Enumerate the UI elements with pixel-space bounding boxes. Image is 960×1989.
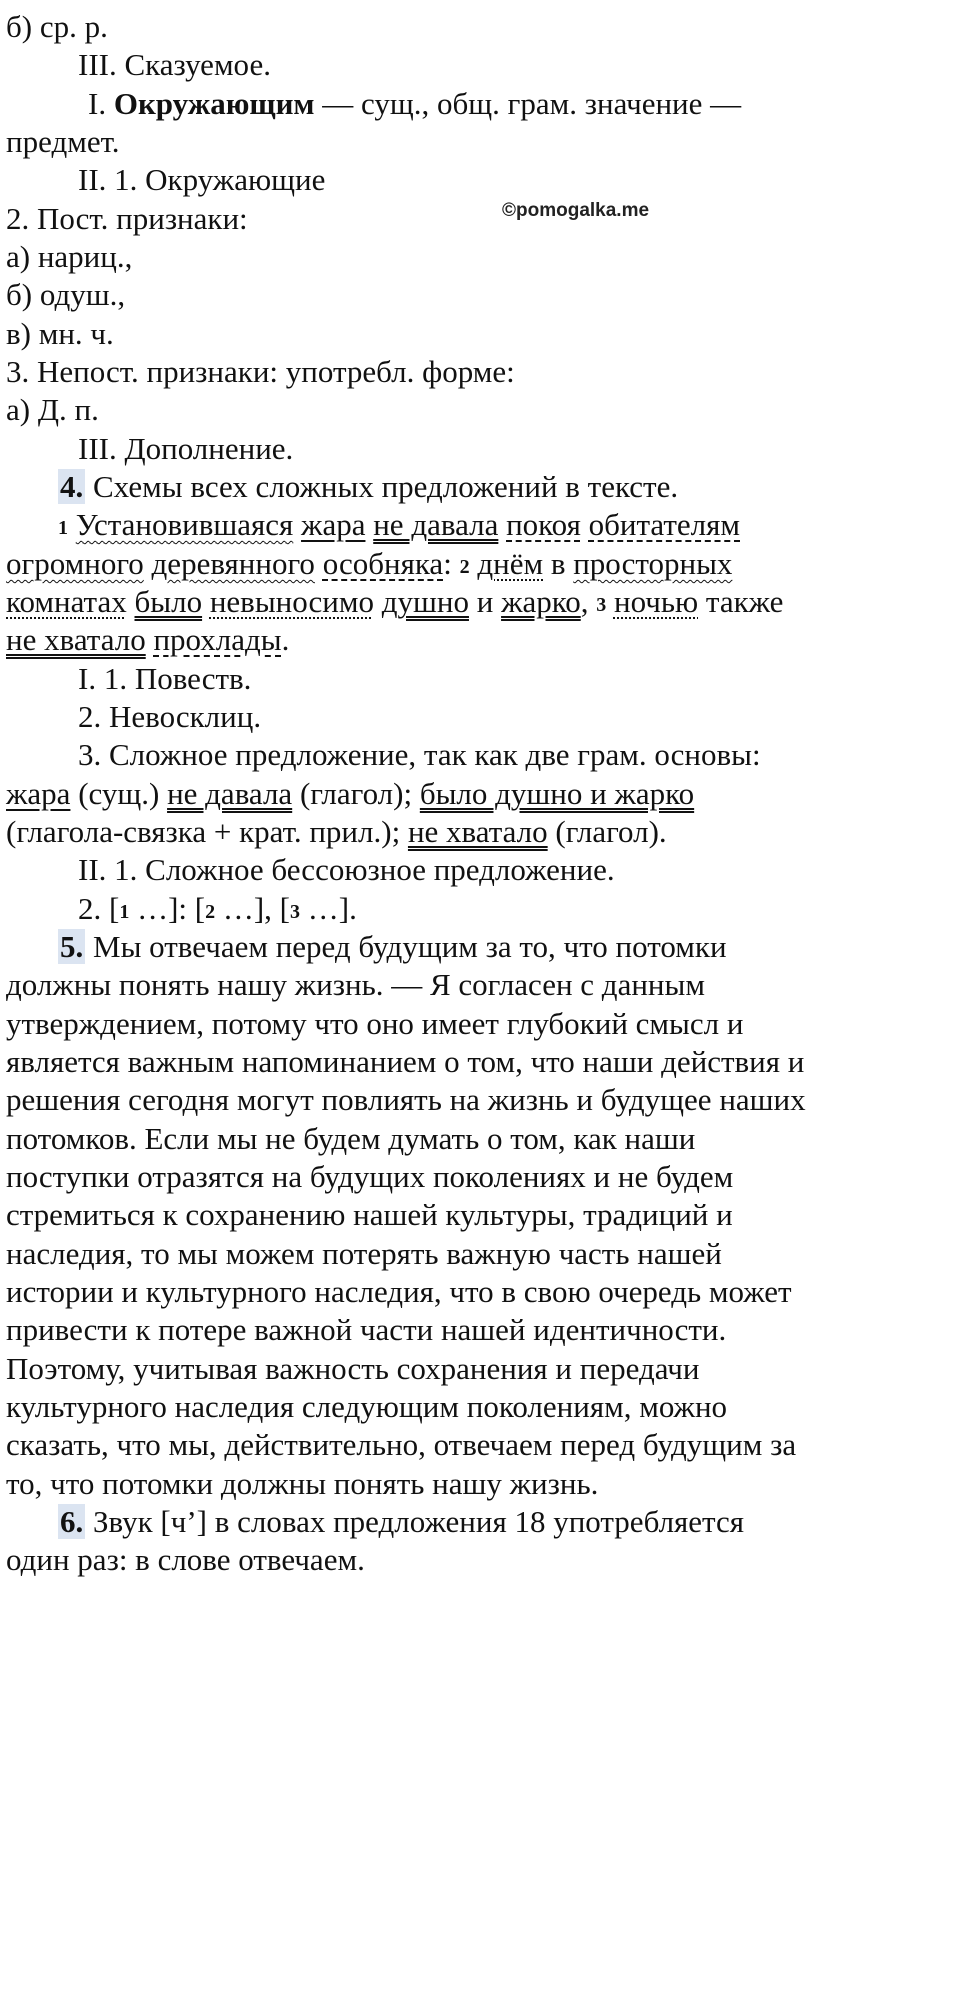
clause-number: 1 bbox=[58, 517, 68, 539]
text-line: один раз: в слове отвечаем. bbox=[6, 1542, 365, 1577]
text-line: II. 1. Окружающие bbox=[78, 162, 326, 197]
text-line: II. 1. Сложное бессоюзное предложение. bbox=[78, 852, 615, 887]
text-line: III. Дополнение. bbox=[78, 431, 294, 466]
word-adverbial: ночью bbox=[613, 584, 699, 619]
clause-number: 3 bbox=[596, 594, 607, 616]
word-object: особняка bbox=[322, 546, 444, 581]
text-line: (глагола-связка + крат. прил.); не хватало (глагол). bbox=[6, 814, 667, 849]
word-predicate: было душно и жарко bbox=[419, 776, 695, 811]
bold-word: Окружающим bbox=[113, 86, 315, 121]
text-line: I. 1. Повеств. bbox=[78, 661, 252, 696]
text-line: 2. Пост. признаки: bbox=[6, 201, 248, 236]
text-line: является важным напоминанием о том, что наши действия и bbox=[6, 1044, 805, 1079]
text-line: 3. Непост. признаки: употребл. форме: bbox=[6, 354, 515, 389]
text-line: истории и культурного наследия, что в свою очередь может bbox=[6, 1274, 792, 1309]
task-number: 4. bbox=[60, 469, 84, 504]
clause-number: 2 bbox=[459, 556, 470, 578]
word-definition: деревянного bbox=[151, 546, 315, 581]
word-adverbial: комнатах bbox=[6, 584, 127, 619]
text-line: культурного наследия следующим поколениям, можно bbox=[6, 1389, 728, 1424]
task-number: 5. bbox=[60, 929, 84, 964]
text-line: б) одуш., bbox=[6, 277, 126, 312]
text-line: б) ср. р. bbox=[6, 9, 108, 44]
text-line: стремиться к сохранению нашей культуры, традиций и bbox=[6, 1197, 733, 1232]
word-object: обитателям bbox=[588, 507, 740, 542]
word-subject: жара bbox=[6, 776, 71, 811]
word-predicate: не давала bbox=[373, 507, 499, 542]
word-adverbial: невыносимо bbox=[209, 584, 374, 619]
sentence-scheme: 2. [1 …]: [2 …], [3 …]. bbox=[78, 891, 357, 926]
word-definition: огромного bbox=[6, 546, 144, 581]
word-definition: Установившаяся bbox=[75, 507, 294, 542]
word-definition: просторных bbox=[573, 546, 733, 581]
text-line: сказать, что мы, действительно, отвечаем перед будущим за bbox=[6, 1427, 797, 1462]
text-line: а) нариц., bbox=[6, 239, 133, 274]
text-line: решения сегодня могут повлиять на жизнь и будущее наших bbox=[6, 1082, 806, 1117]
word-object: прохлады bbox=[153, 622, 282, 657]
text-line: в) мн. ч. bbox=[6, 316, 114, 351]
text-line: а) Д. п. bbox=[6, 392, 99, 427]
task-4-heading: 4. Схемы всех сложных предложений в тексте. bbox=[60, 469, 679, 504]
task-5-heading: 5. Мы отвечаем перед будущим за то, что потомки bbox=[60, 929, 727, 964]
word-predicate: душно bbox=[381, 584, 469, 619]
word-adverbial: днём bbox=[477, 546, 544, 581]
text-line: жара (сущ.) не давала (глагол); было душно и жарко bbox=[6, 776, 695, 811]
text-line: предмет. bbox=[6, 124, 120, 159]
text-line: утверждением, потому что оно имеет глубокий смысл и bbox=[6, 1006, 744, 1041]
text-line: наследия, то мы можем потерять важную часть нашей bbox=[6, 1236, 722, 1271]
watermark: ©pomogalka.me bbox=[502, 200, 650, 221]
task-6-heading: 6. Звук [ч’] в словах предложения 18 употребляется bbox=[60, 1504, 744, 1539]
sentence-line: не хватало прохлады. bbox=[6, 622, 290, 657]
text-line: привести к потере важной части нашей идентичности. bbox=[6, 1312, 727, 1347]
text-line: III. Сказуемое. bbox=[78, 47, 271, 82]
text-line: 3. Сложное предложение, так как две грам. основы: bbox=[78, 737, 761, 772]
text-line: должны понять нашу жизнь. — Я согласен с данным bbox=[6, 967, 705, 1002]
word-predicate: не хватало bbox=[407, 814, 548, 849]
word-subject: жара bbox=[301, 507, 366, 542]
sentence-line: огромного деревянного особняка: 2 днём в просторных bbox=[6, 546, 733, 581]
text-line: I. Окружающим — сущ., общ. грам. значение — bbox=[88, 86, 742, 121]
text-line: Поэтому, учитывая важность сохранения и передачи bbox=[6, 1351, 700, 1386]
text-line: то, что потомки должны понять нашу жизнь. bbox=[6, 1466, 599, 1501]
text-line: 2. Невосклиц. bbox=[78, 699, 262, 734]
word-predicate: не давала bbox=[167, 776, 293, 811]
word-object: покоя bbox=[506, 507, 581, 542]
word-predicate: было bbox=[134, 584, 203, 619]
task-number: 6. bbox=[60, 1504, 84, 1539]
word-predicate: жарко bbox=[501, 584, 581, 619]
word-predicate: не хватало bbox=[6, 622, 146, 657]
sentence-line bbox=[58, 507, 740, 546]
sentence-line: комнатах было невыносимо душно и жарко, 3 ночью также bbox=[6, 584, 784, 619]
text-line: потомков. Если мы не будем думать о том, как наши bbox=[6, 1121, 696, 1156]
text-line: поступки отразятся на будущих поколениях и не будем bbox=[6, 1159, 734, 1194]
